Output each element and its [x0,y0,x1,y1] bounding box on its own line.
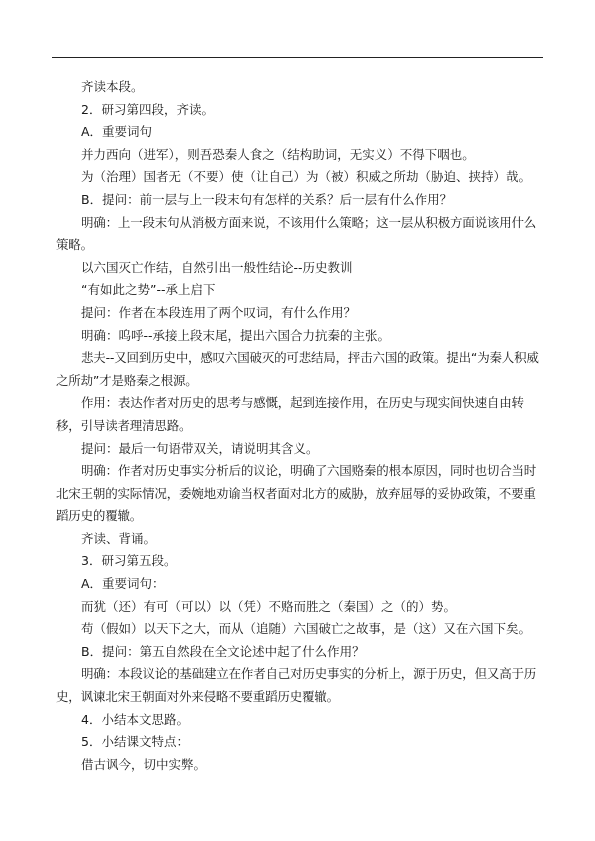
paragraph: 并力西向（进军），则吾恐秦人食之（结构助词，无实义）不得下咽也。 [81,146,475,162]
subheading: A．重要词句： [81,576,165,592]
subheading: A．重要词句 [81,124,153,140]
question: 提问：作者在本段连用了两个叹词，有什么作用？ [81,304,357,320]
paragraph: 为（治理）国者无（不要）使（让自己）为（被）积威之所劫（胁迫、挟持）哉。 [81,169,532,185]
paragraph: 以六国灭亡作结，自然引出一般性结论--历史教训 [81,259,353,275]
answer: 明确：上一段末句从消极方面来说，不该用什么策略；这一层从积极方面说该用什么策略。 [56,214,537,253]
paragraph: “有如此之势”--承上启下 [81,282,216,298]
paragraph: 借古讽今，切中实弊。 [81,756,207,772]
paragraph: 悲夫--又回到历史中，感叹六国破灭的可悲结局，抨击六国的政策。提出“为秦人积威之所劫”才是赂秦之根源。 [56,350,539,388]
section-heading: 4．小结本文思路。 [81,711,189,727]
question: 提问：最后一句语带双关，请说明其含义。 [81,440,319,456]
answer: 明确：作者对历史事实分析后的议论，明确了六国赂秦的根本原因，同时也切合当时北宋王朝的实际情况，委婉地劝谕当权者面对北方的威胁，放弃屈辱的妥协政策，不要重蹈历史的覆辙。 [56,463,537,524]
answer: 明确：呜呼--承接上段末尾，提出六国合力抗秦的主张。 [81,327,391,343]
paragraph: 作用：表达作者对历史的思考与感慨，起到连接作用，在历史与现实间快速自由转移，引导读者理清思路。 [56,395,524,433]
section-heading: 5．小结课文特点： [81,734,189,750]
document-body [56,76,544,776]
paragraph: 苟（假如）以天下之大，而从（追随）六国破亡之故事，是（这）又在六国下矣。 [81,621,532,637]
paragraph: 而犹（还）有可（可以）以（凭）不赂而胜之（秦国）之（的）势。 [81,598,457,614]
paragraph: 齐读、背诵。 [81,530,157,546]
paragraph: 齐读本段。 [81,79,144,94]
section-heading: 2．研习第四段，齐读。 [81,101,214,117]
question: B．提问：前一层与上一段末句有怎样的关系？后一层有什么作用？ [81,191,453,207]
section-heading: 3．研习第五段。 [81,553,177,569]
answer: 明确：本段议论的基础建立在作者自己对历史事实的分析上，源于历史，但又高于历史，讽谏北宋王朝面对外来侵略不要重蹈历史覆辙。 [56,666,537,705]
header-rule [52,57,543,58]
question: B．提问：第五自然段在全文论述中起了什么作用？ [81,643,365,659]
